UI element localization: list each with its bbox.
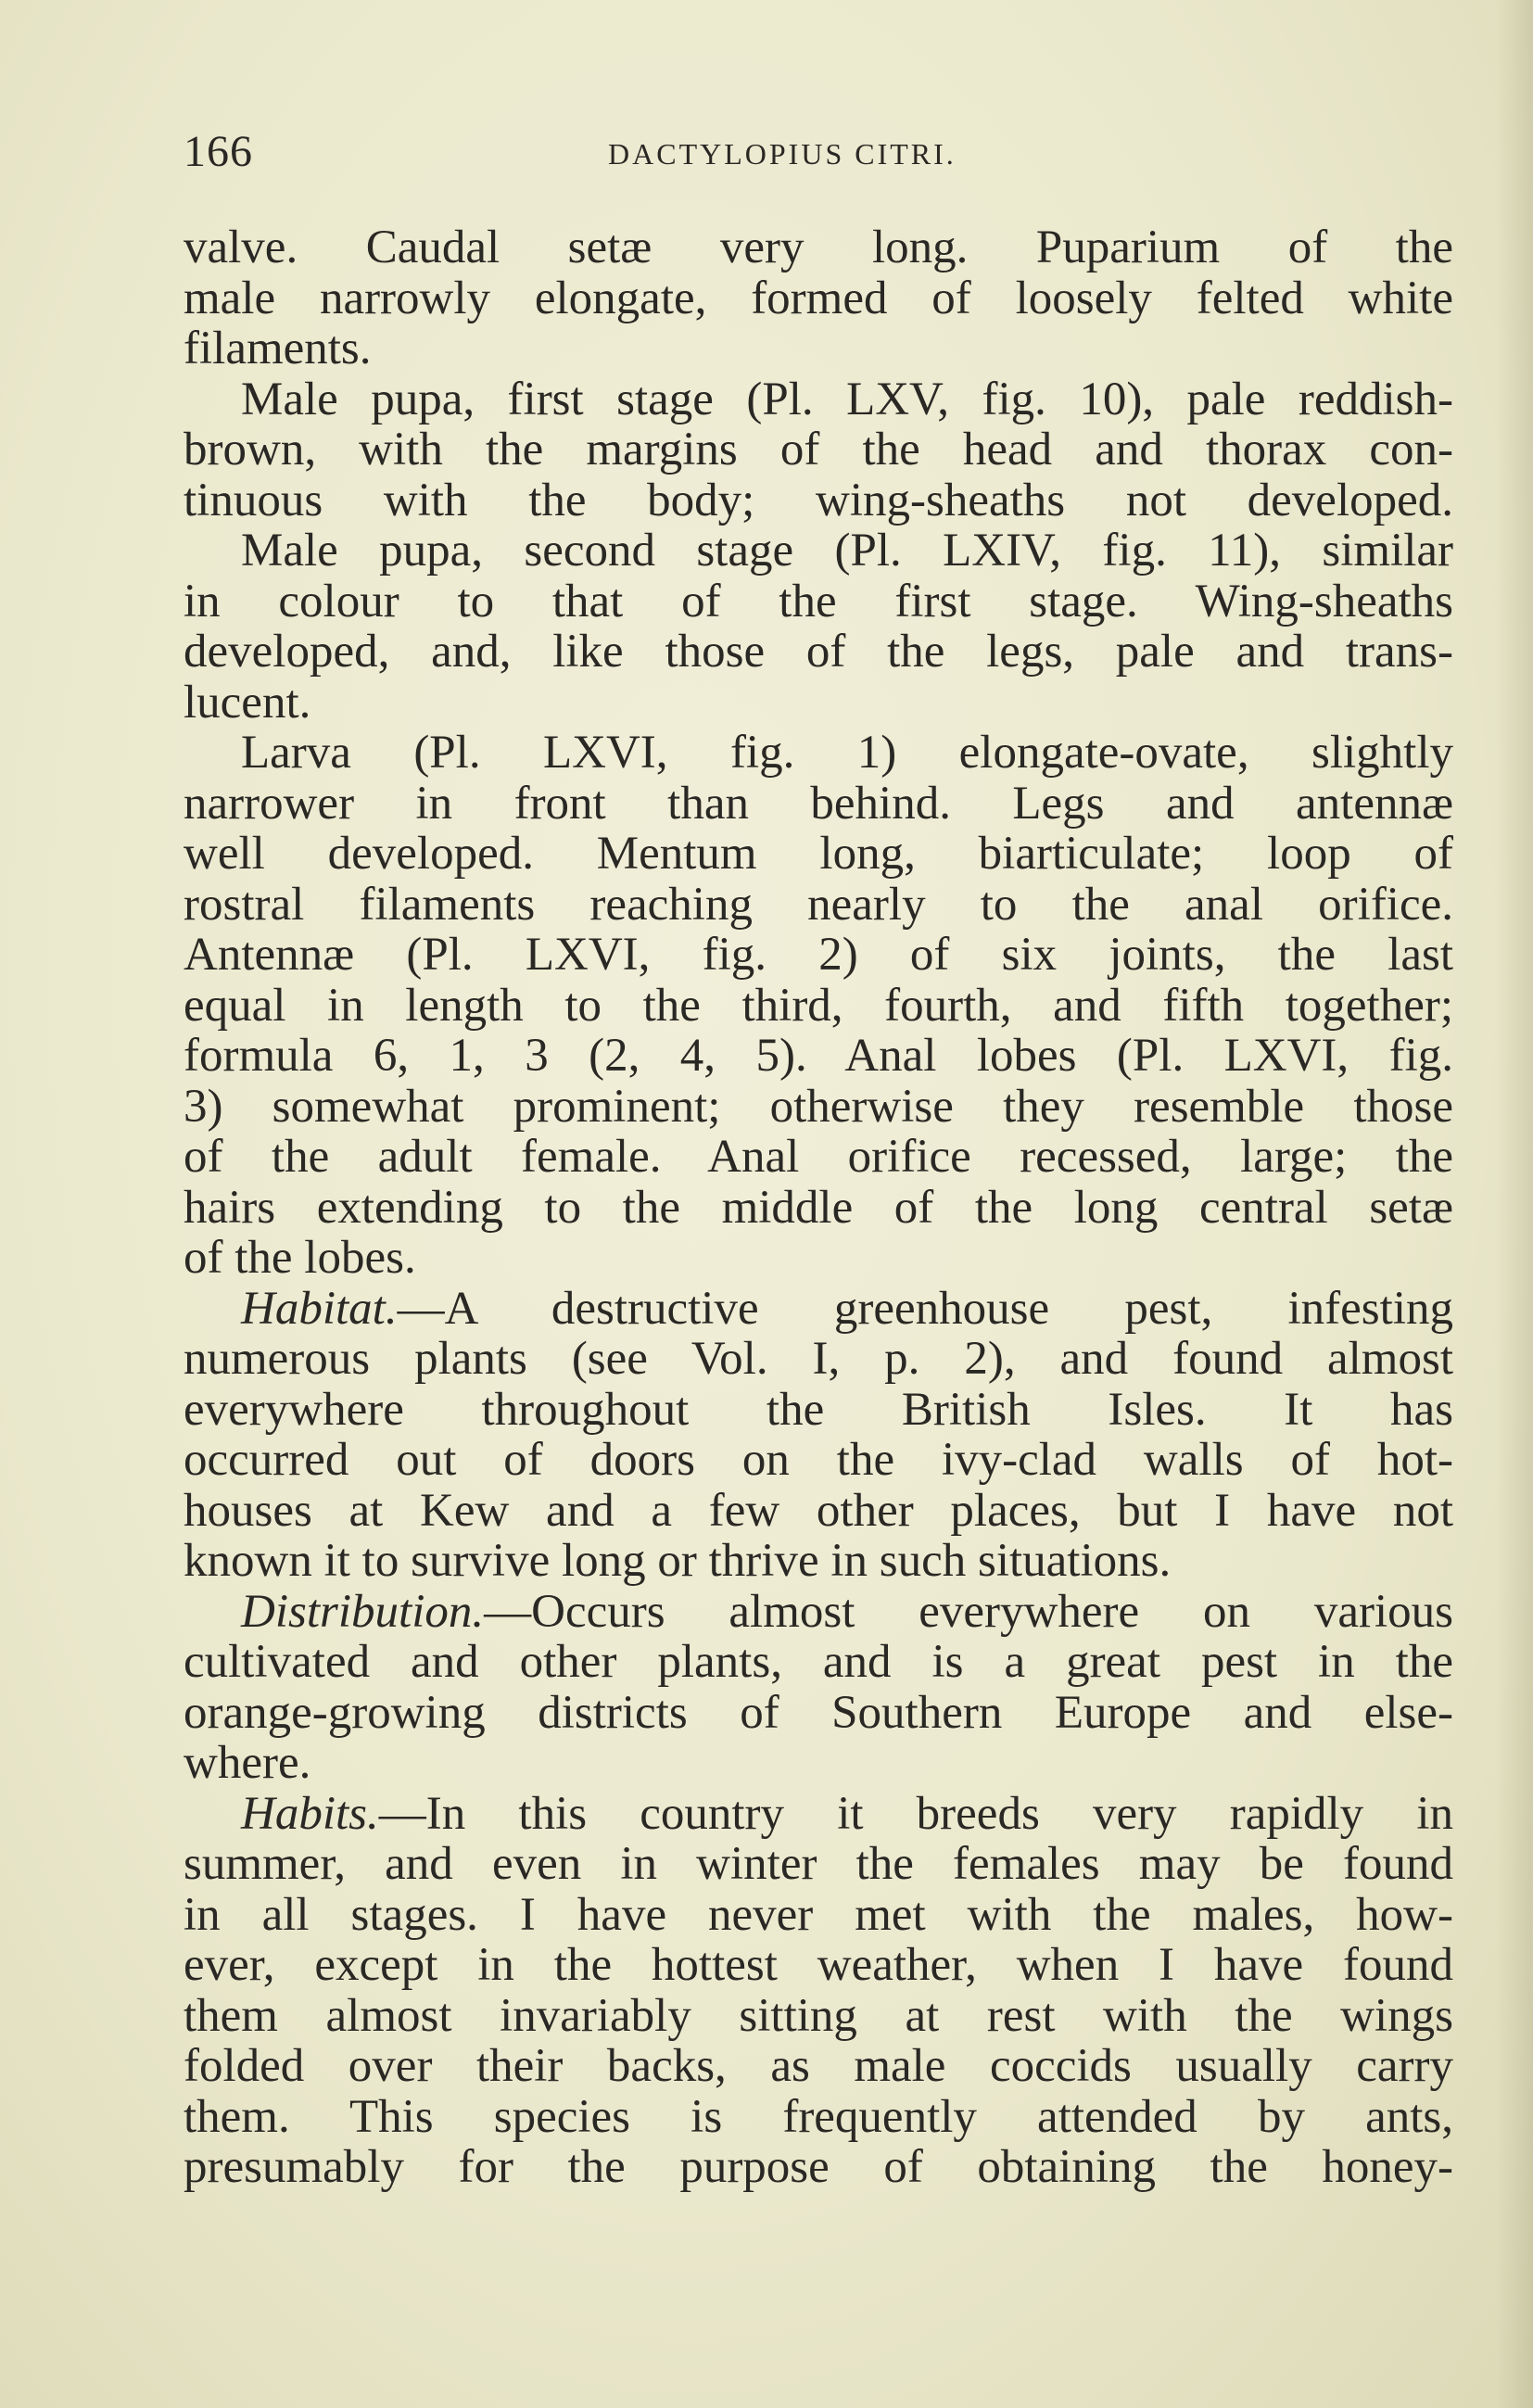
- text-line: where.: [184, 1737, 311, 1789]
- text-line: houses at Kew and a few other places, but I have not: [184, 1484, 1453, 1537]
- text-line: valve. Caudal setæ very long. Puparium of the: [184, 222, 1453, 273]
- text-line: [184, 1284, 1453, 1335]
- text-line: cultivated and other plants, and is a great pest in the: [184, 1636, 1453, 1688]
- text-line: male narrowly elongate, formed of loosely felted white: [184, 272, 1453, 324]
- text-line: orange-growing districts of Southern Europe and else-: [184, 1686, 1453, 1739]
- text-line: brown, with the margins of the head and thorax con-: [184, 424, 1453, 475]
- paragraph-distribution: [184, 1587, 1453, 1789]
- text-line: developed, and, like those of the legs, pale and trans-: [184, 626, 1453, 678]
- text-line: numerous plants (see Vol. I, p. 2), and found almost: [184, 1333, 1453, 1385]
- text-line: everywhere throughout the British Isles. It has: [184, 1383, 1453, 1436]
- text-line: Antennæ (Pl. LXVI, fig. 2) of six joints, the last: [184, 929, 1453, 981]
- paragraph-puparium: [184, 222, 1453, 374]
- text-line: Male pupa, first stage (Pl. LXV, fig. 10), pale reddish-: [241, 373, 1453, 425]
- text-line: Larva (Pl. LXVI, fig. 1) elongate-ovate, slightly: [241, 727, 1453, 779]
- line-text: —A destructive greenhouse pest, infesting: [397, 1282, 1453, 1335]
- text-line: [184, 1789, 1453, 1840]
- text-line: narrower in front than behind. Legs and antennæ: [184, 777, 1453, 830]
- page-edge-shadow: [1496, 0, 1533, 2408]
- page-number: 166: [184, 127, 253, 176]
- section-heading-habitat: Habitat.: [241, 1282, 398, 1335]
- text-line: filaments.: [184, 323, 372, 374]
- text-line: Male pupa, second stage (Pl. LXIV, fig. 11), similar: [241, 525, 1453, 577]
- text-line: well developed. Mentum long, biarticulate; loop of: [184, 828, 1453, 880]
- paragraph-larva: [184, 728, 1453, 1284]
- paragraph-habitat: [184, 1284, 1453, 1587]
- text-line: rostral filaments reaching nearly to the anal orifice.: [184, 878, 1453, 931]
- text-line: presumably for the purpose of obtaining the honey-: [184, 2141, 1453, 2193]
- text-line: folded over their backs, as male coccids usually carry: [184, 2040, 1453, 2092]
- body-text: [184, 222, 1453, 2193]
- text-line: lucent.: [184, 676, 311, 729]
- text-line: them. This species is frequently attended by ants,: [184, 2090, 1453, 2143]
- line-text: —In this country it breeds very rapidly in: [378, 1787, 1453, 1840]
- page-header: [184, 126, 1453, 182]
- text-line: of the lobes.: [184, 1232, 416, 1284]
- text-line: formula 6, 1, 3 (2, 4, 5). Anal lobes (Pl. LXVI, fig.: [184, 1030, 1453, 1082]
- text-line: summer, and even in winter the females may be found: [184, 1838, 1453, 1890]
- text-line: in colour to that of the first stage. Wing-sheaths: [184, 575, 1453, 627]
- paragraph-male-pupa-first: [184, 374, 1453, 526]
- text-line: tinuous with the body; wing-sheaths not developed.: [184, 474, 1453, 526]
- text-line: known it to survive long or thrive in such situations.: [184, 1535, 1172, 1587]
- text-line: ever, except in the hottest weather, when I have found: [184, 1939, 1453, 1991]
- section-heading-distribution: Distribution.: [241, 1585, 485, 1638]
- running-head: DACTYLOPIUS CITRI.: [608, 137, 957, 171]
- paragraph-habits: [184, 1789, 1453, 2193]
- line-text: —Occurs almost everywhere on various: [484, 1585, 1453, 1638]
- text-line: occurred out of doors on the ivy-clad walls of hot-: [184, 1434, 1453, 1486]
- text-line: 3) somewhat prominent; otherwise they resemble those: [184, 1080, 1453, 1133]
- text-line: of the adult female. Anal orifice recessed, large; the: [184, 1131, 1453, 1183]
- section-heading-habits: Habits.: [241, 1787, 379, 1840]
- text-line: [184, 1587, 1453, 1638]
- text-line: them almost invariably sitting at rest with the wings: [184, 1989, 1453, 2042]
- text-line: equal in length to the third, fourth, and fifth together;: [184, 979, 1453, 1032]
- paragraph-male-pupa-second: [184, 526, 1453, 728]
- text-line: in all stages. I have never met with the males, how-: [184, 1888, 1453, 1941]
- text-line: hairs extending to the middle of the long central setæ: [184, 1181, 1453, 1234]
